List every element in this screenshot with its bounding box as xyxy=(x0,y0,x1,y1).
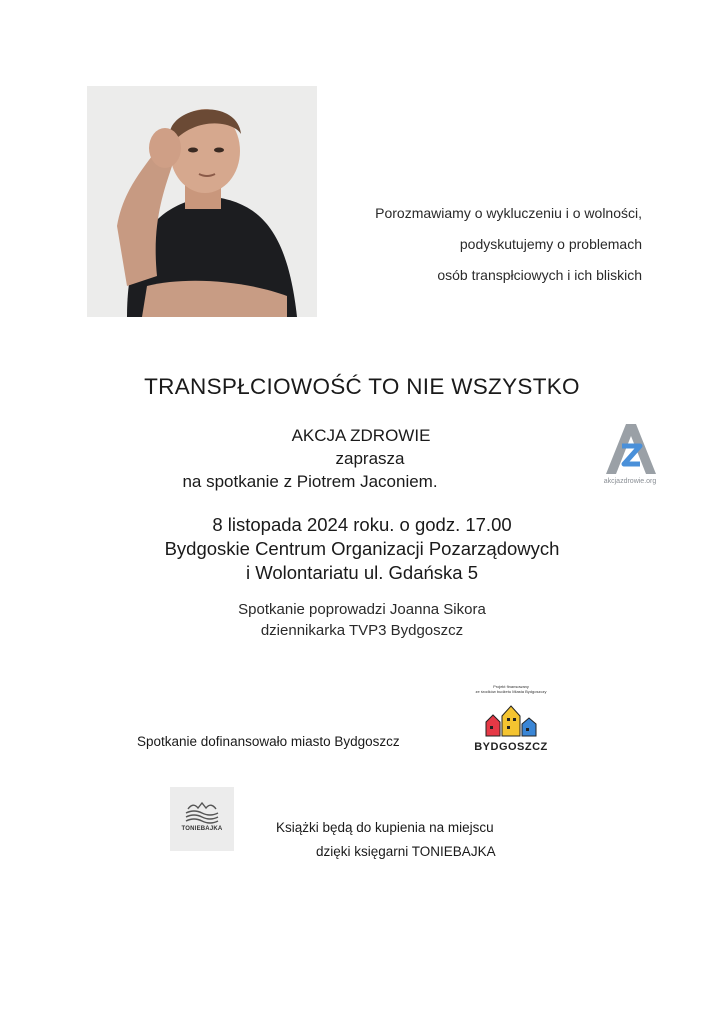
intro-line-1: Porozmawiamy o wykluczeniu i o wolności, xyxy=(375,205,642,221)
funding-text: Spotkanie dofinansowało miasto Bydgoszcz xyxy=(137,734,400,749)
bydgoszcz-logo xyxy=(466,684,556,756)
invitation xyxy=(140,424,560,493)
intro-line-3: osób transpłciowych i ich bliskich xyxy=(437,267,642,283)
host-line-2: dziennikarka TVP3 Bydgoszcz xyxy=(260,622,464,639)
invite-verb: zaprasza xyxy=(335,449,405,468)
funding-caption-1: Projekt finansowany xyxy=(493,684,529,689)
host-info xyxy=(0,599,724,641)
speaker-photo xyxy=(87,86,317,317)
intro-text xyxy=(312,198,642,291)
akcja-zdrowie-caption: akcjazdrowie.org xyxy=(603,478,657,485)
funding-caption-2: ze środków budżetu Miasta Bydgoszczy xyxy=(475,689,547,694)
bydgoszcz-logo-word: BYDGOSZCZ xyxy=(474,741,548,753)
organizer-name: AKCJA ZDROWIE xyxy=(291,426,431,445)
intro-line-2: podyskutujemy o problemach xyxy=(459,236,642,252)
event-date: 8 listopada 2024 roku. o godz. 17.00 xyxy=(212,514,512,535)
bookstore-info xyxy=(276,816,516,864)
invite-guest: na spotkanie z Piotrem Jaconiem. xyxy=(182,472,438,491)
books-line-1: Książki będą do kupienia na miejscu xyxy=(276,820,494,835)
event-venue-line-2: i Wolontariatu ul. Gdańska 5 xyxy=(245,562,479,583)
event-venue-line-1: Bydgoskie Centrum Organizacji Pozarządowych xyxy=(164,538,560,559)
event-headline: TRANSPŁCIOWOŚĆ TO NIE WSZYSTKO xyxy=(144,374,580,399)
toniebajka-logo-text: TONIEBAJKA xyxy=(181,826,223,832)
toniebajka-logo xyxy=(170,787,234,851)
host-line-1: Spotkanie poprowadzi Joanna Sikora xyxy=(238,601,486,618)
event-details xyxy=(0,513,724,585)
akcja-zdrowie-logo xyxy=(600,420,660,486)
books-line-2: dzięki księgarni TONIEBAJKA xyxy=(316,844,496,859)
